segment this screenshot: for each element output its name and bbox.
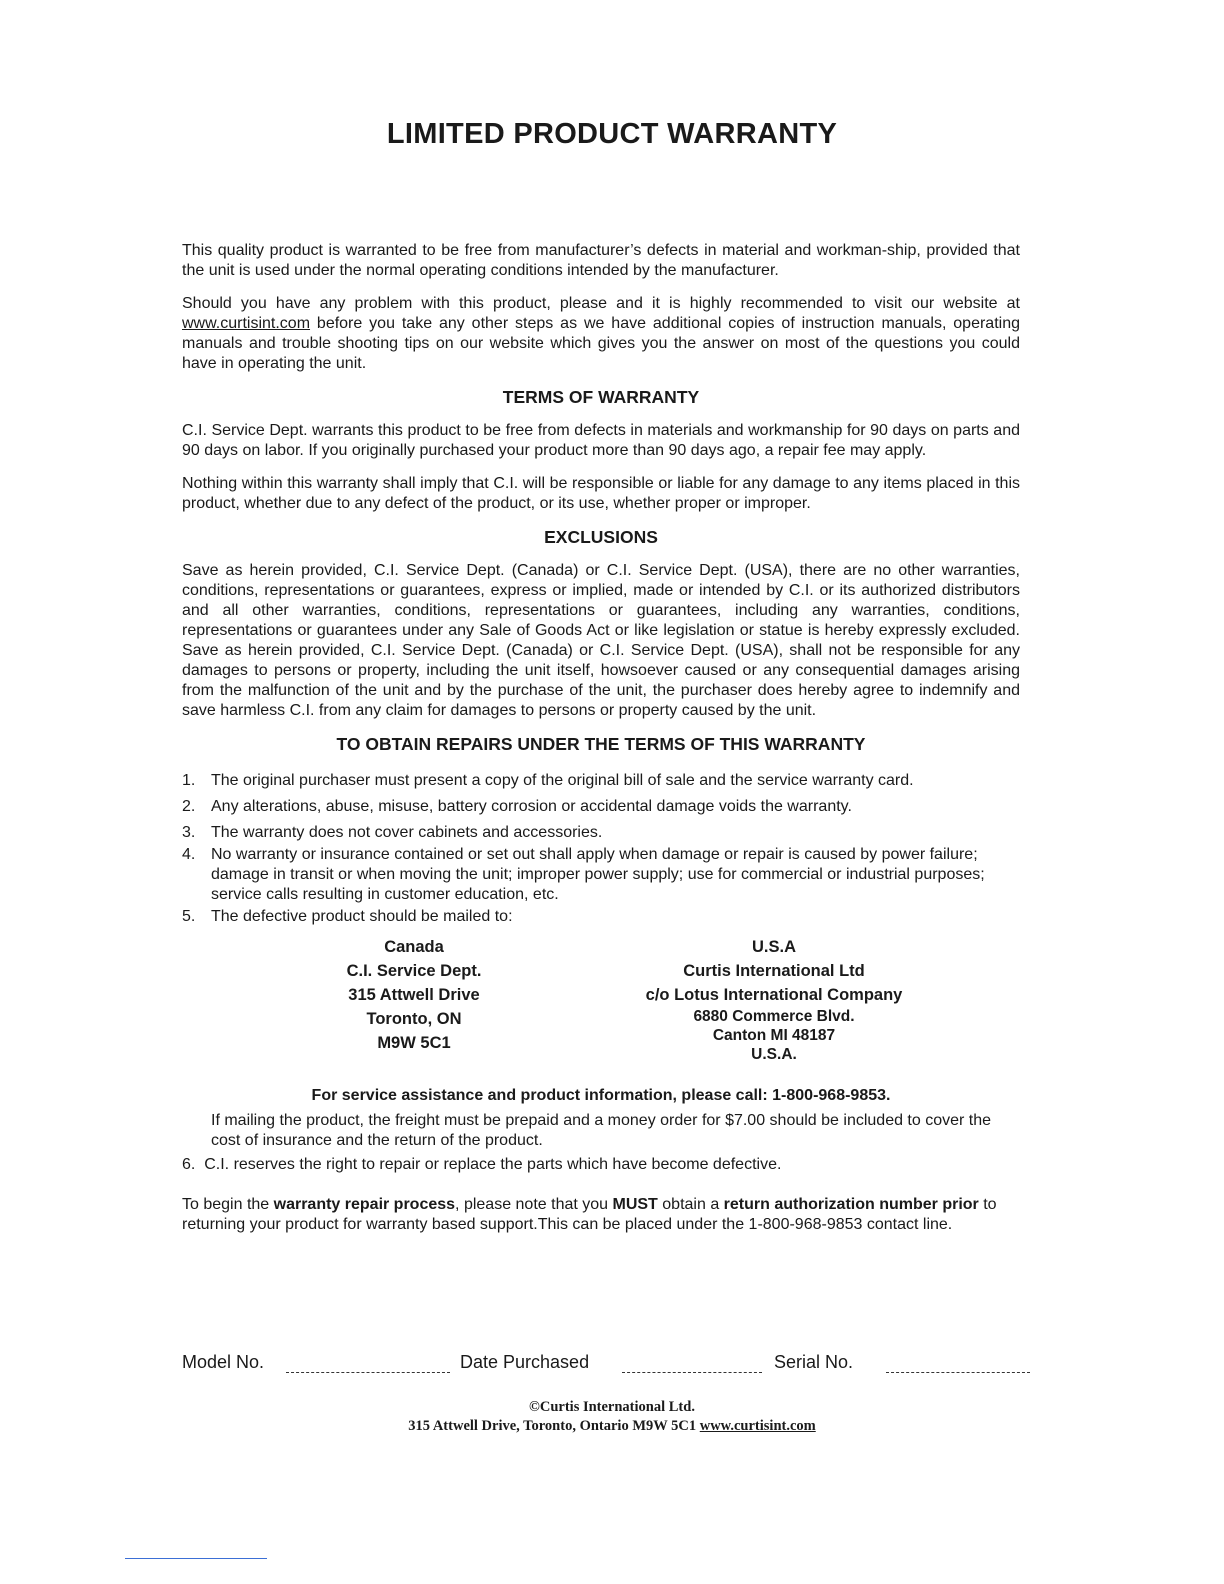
address-line: 6880 Commerce Blvd. — [693, 1008, 855, 1025]
list-item — [182, 907, 1020, 927]
address-line: M9W 5C1 — [377, 1034, 451, 1052]
note-emphasis: MUST — [612, 1196, 658, 1213]
website-link[interactable]: www.curtisint.com — [182, 315, 311, 332]
list-item-text: Any alterations, abuse, misuse, battery corrosion or accidental damage voids the warranty. — [211, 798, 852, 815]
address-line: Canada — [384, 938, 444, 956]
note-text: obtain a — [657, 1196, 724, 1213]
address-line: c/o Lotus International Company — [645, 986, 903, 1004]
list-item-number: 2. — [182, 798, 196, 815]
list-item — [182, 823, 1020, 843]
note-emphasis: warranty repair process — [273, 1196, 456, 1213]
model-number-label: Model No. — [182, 1352, 265, 1372]
note-emphasis: return authorization number prior — [723, 1196, 979, 1213]
repair-process-note — [182, 1195, 1020, 1235]
terms-paragraph-1: C.I. Service Dept. warrants this product to be free from defects in materials and workmanship for 90 days on parts and 90 days on labor. If you originally purchased your product more than 90 days ago, a repair fee may apply. — [182, 422, 1020, 459]
terms-heading: TERMS OF WARRANTY — [502, 387, 700, 407]
address-line: 315 Attwell Drive — [348, 986, 480, 1004]
list-item — [182, 771, 1020, 791]
mailing-addresses — [182, 935, 1020, 1077]
serial-number-field[interactable] — [886, 1372, 1030, 1373]
date-purchased-label: Date Purchased — [460, 1352, 590, 1372]
product-info-fields — [182, 1352, 1032, 1378]
intro-paragraph-1: This quality product is warranted to be free from manufacturer’s defects in material and workman-ship, provided that the unit is used under the normal operating conditions intended by the manufacturer. — [182, 242, 1020, 279]
footer-address-line — [0, 1417, 1224, 1436]
footer-address: 315 Attwell Drive, Toronto, Ontario M9W 5C1 — [408, 1418, 700, 1434]
list-item-text: No warranty or insurance contained or set out shall apply when damage or repair is caused by power failure; damage in transit or when moving the unit; improper power supply; use for commercial or industrial purposes; service calls resulting in customer education, etc. — [211, 846, 985, 903]
copyright-line: ©Curtis International Ltd. — [529, 1399, 695, 1415]
date-purchased-field[interactable] — [622, 1372, 762, 1373]
list-item-number: 1. — [182, 772, 196, 789]
list-item-number: 4. — [182, 846, 196, 863]
model-number-field[interactable] — [286, 1372, 450, 1373]
address-line: Curtis International Ltd — [683, 962, 865, 980]
list-item-text: The defective product should be mailed to: — [211, 908, 513, 925]
intro-text-before-link: Should you have any problem with this product, please and it is highly recommended to visit our website at — [182, 295, 1020, 312]
footer-website-link[interactable]: www.curtisint.com — [699, 1418, 816, 1434]
repairs-heading: TO OBTAIN REPAIRS UNDER THE TERMS OF THIS WARRANTY — [336, 734, 866, 754]
note-text: to returning your product for warranty based support.This can be placed under the 1-800-968-9853 contact line. — [182, 1196, 997, 1233]
service-assistance-line: For service assistance and product information, please call: 1-800-968-9853. — [311, 1087, 891, 1104]
page-title: LIMITED PRODUCT WARRANTY — [386, 118, 838, 150]
page-footer — [0, 1398, 1224, 1436]
list-item-number: 6. — [182, 1156, 196, 1173]
repairs-list — [182, 771, 1020, 927]
terms-paragraph-2: Nothing within this warranty shall imply that C.I. will be responsible or liable for any damage to any items placed in this product, whether due to any defect of the product, or its use, whether proper or improper. — [182, 475, 1020, 512]
address-line: Canton MI 48187 — [712, 1027, 836, 1044]
address-line: U.S.A. — [751, 1046, 797, 1063]
list-item-text: The warranty does not cover cabinets and accessories. — [211, 824, 603, 841]
list-item — [182, 797, 1020, 817]
list-item-number: 5. — [182, 908, 196, 925]
canada-address — [282, 935, 546, 1055]
list-item-number: 3. — [182, 824, 196, 841]
list-item-text: C.I. reserves the right to repair or replace the parts which have become defective. — [204, 1156, 782, 1173]
usa-address — [624, 935, 924, 1064]
note-text: , please note that you — [455, 1196, 613, 1213]
address-line: U.S.A — [751, 938, 796, 956]
serial-number-label: Serial No. — [774, 1352, 854, 1372]
exclusions-paragraph: Save as herein provided, C.I. Service Dept. (Canada) or C.I. Service Dept. (USA), there are no other warranties, conditions, representations or guarantees, express or implied, made or intended by C.I. or its authorized distributors and all other warranties, conditions, representations or guarantees, including any warranties, conditions, representations or guarantees under any Sale of Goods Act or like legislation or statue is hereby expressly excluded. Save as herein provided, C.I. Service Dept. (Canada) or C.I. Service Dept. (USA), shall not be responsible for any damages to persons or property, including the unit itself, howsoever caused or any consequential damages arising from the malfunction of the unit and by the purchase of the unit, the purchaser does hereby agree to indemnify and save harmless C.I. from any claim for damages to persons or property caused by the unit. — [182, 562, 1020, 719]
intro-paragraph-2 — [182, 294, 1020, 374]
exclusions-heading: EXCLUSIONS — [544, 527, 658, 547]
footer-divider — [125, 1558, 267, 1559]
note-text: To begin the — [182, 1196, 274, 1213]
list-item — [182, 845, 1020, 905]
address-line: Toronto, ON — [366, 1010, 462, 1028]
warranty-body — [182, 241, 1020, 1235]
address-line: C.I. Service Dept. — [346, 962, 482, 980]
list-item-text: The original purchaser must present a copy of the original bill of sale and the service warranty card. — [211, 772, 914, 789]
list-item-6 — [182, 1155, 1020, 1175]
intro-text-after-link: before you take any other steps as we have additional copies of instruction manuals, operating manuals and trouble shooting tips on our website which gives you the answer on most of the questions you could have in operating the unit. — [182, 315, 1020, 372]
mailing-instructions: If mailing the product, the freight must be prepaid and a money order for $7.00 should be included to cover the cost of insurance and the return of the product. — [211, 1112, 992, 1149]
